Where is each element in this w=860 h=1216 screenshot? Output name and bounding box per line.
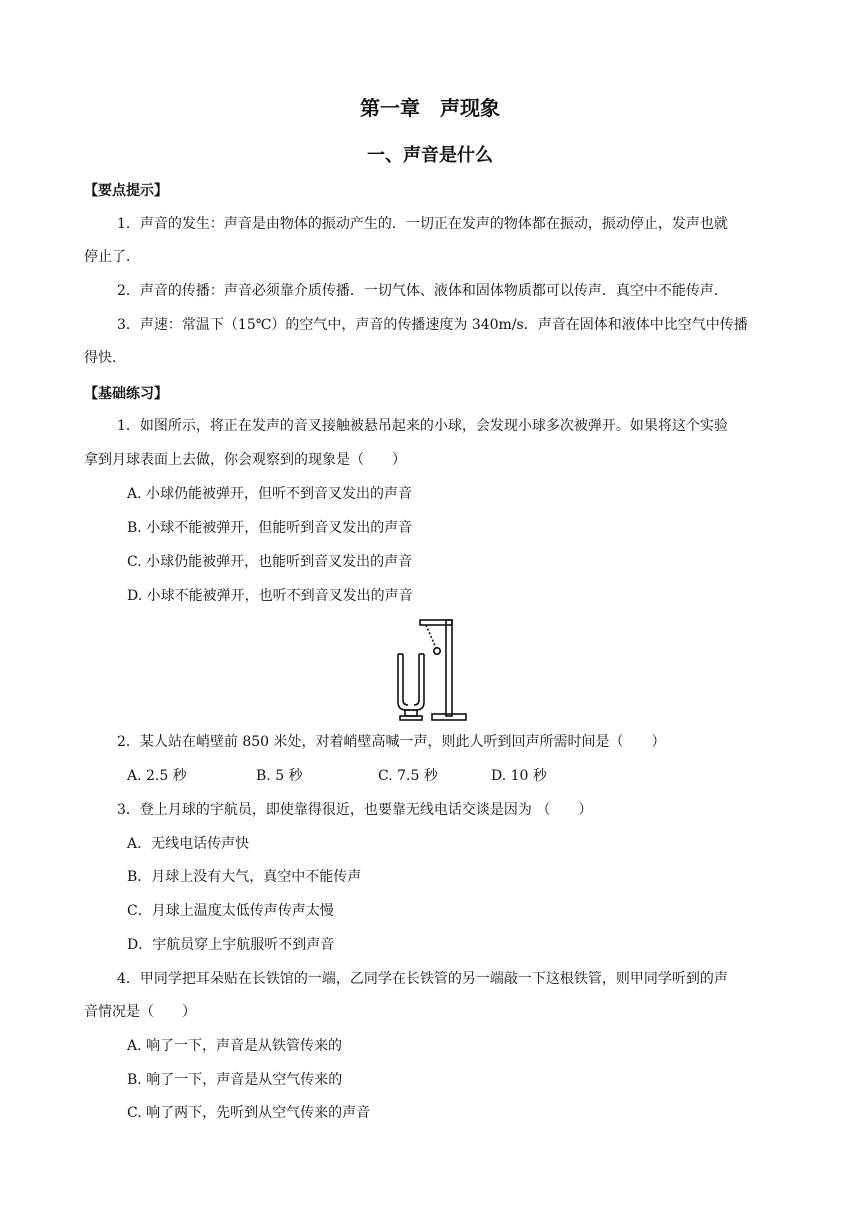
q3-stem: 3．登上月球的宇航员，即使靠得很近，也要靠无线电话交谈是因为 （ ）: [117, 802, 593, 818]
key-point-1-line1: 1．声音的发生：声音是由物体的振动产生的．一切正在发声的物体都在振动，振动停止，发声也就: [117, 216, 728, 232]
stand-base: [432, 714, 466, 720]
key-point-2: 2．声音的传播：声音必须靠介质传播．一切气体、液体和固体物质都可以传声．真空中不能传声．: [117, 283, 728, 299]
tuning-fork-base: [405, 710, 417, 716]
key-point-3-line2: 得快．: [84, 350, 126, 366]
q1-option-d: D. 小球不能被弹开，也听不到音叉发出的声音: [127, 588, 413, 604]
q1-stem-line1: 1．如图所示，将正在发声的音叉接触被悬吊起来的小球，会发现小球多次被弹开。如果将这个实验: [117, 418, 728, 434]
q4-option-b: B. 响了一下，声音是从空气传来的: [127, 1072, 343, 1088]
tuning-fork-prong-left: [398, 654, 410, 710]
tuning-fork-figure: [384, 614, 480, 724]
q4-option-c: C. 响了两下，先听到从空气传来的声音: [127, 1105, 371, 1121]
section-title: 一、声音是什么: [367, 145, 493, 166]
q2-option-a: A. 2.5 秒: [127, 768, 187, 784]
q4-option-a: A. 响了一下，声音是从铁管传来的: [127, 1038, 343, 1054]
stand-arm: [420, 620, 452, 625]
q2-stem: 2．某人站在峭壁前 850 米处，对着峭壁高喊一声，则此人听到回声所需时间是（ ）: [117, 734, 666, 750]
q1-option-b: B. 小球不能被弹开，但能听到音叉发出的声音: [127, 520, 413, 536]
pendulum-ball: [434, 648, 440, 654]
q3-option-b: B．月球上没有大气，真空中不能传声: [127, 869, 362, 885]
q3-option-a: A．无线电话传声快: [127, 836, 250, 852]
chapter-title: 第一章 声现象: [360, 96, 500, 120]
pendulum-string: [426, 625, 436, 648]
q1-stem-line2: 拿到月球表面上去做，你会观察到的现象是（ ）: [84, 452, 406, 468]
tuning-fork-stand: [400, 716, 422, 720]
key-point-1-line2: 停止了．: [84, 249, 140, 265]
q3-option-c: C．月球上温度太低传声传声太慢: [127, 903, 334, 919]
q2-option-b: B. 5 秒: [256, 768, 303, 784]
q3-option-d: D．宇航员穿上宇航服听不到声音: [127, 937, 335, 953]
q1-option-c: C. 小球仍能被弹开，也能听到音叉发出的声音: [127, 554, 413, 570]
q4-stem-line1: 4．甲同学把耳朵贴在长铁馆的一端，乙同学在长铁管的另一端敲一下这根铁管，则甲同学听到的声: [117, 971, 728, 987]
q1-option-a: A. 小球仍能被弹开，但听不到音叉发出的声音: [127, 486, 413, 502]
tuning-fork-prong-right: [412, 654, 424, 710]
exercises-heading: 【基础练习】: [84, 386, 168, 402]
key-points-heading: 【要点提示】: [84, 183, 168, 199]
stand-pole: [446, 620, 452, 716]
q2-option-c: C. 7.5 秒: [378, 768, 438, 784]
tuning-fork-prong-left-inner: [403, 654, 408, 705]
q2-option-d: D. 10 秒: [491, 768, 547, 784]
q4-stem-line2: 音情况是（ ）: [84, 1004, 196, 1020]
tuning-fork-prong-right-inner: [414, 654, 419, 705]
key-point-3-line1: 3．声速：常温下（15℃）的空气中，声音的传播速度为 340m/s．声音在固体和液体中比空气中传播: [117, 317, 748, 333]
